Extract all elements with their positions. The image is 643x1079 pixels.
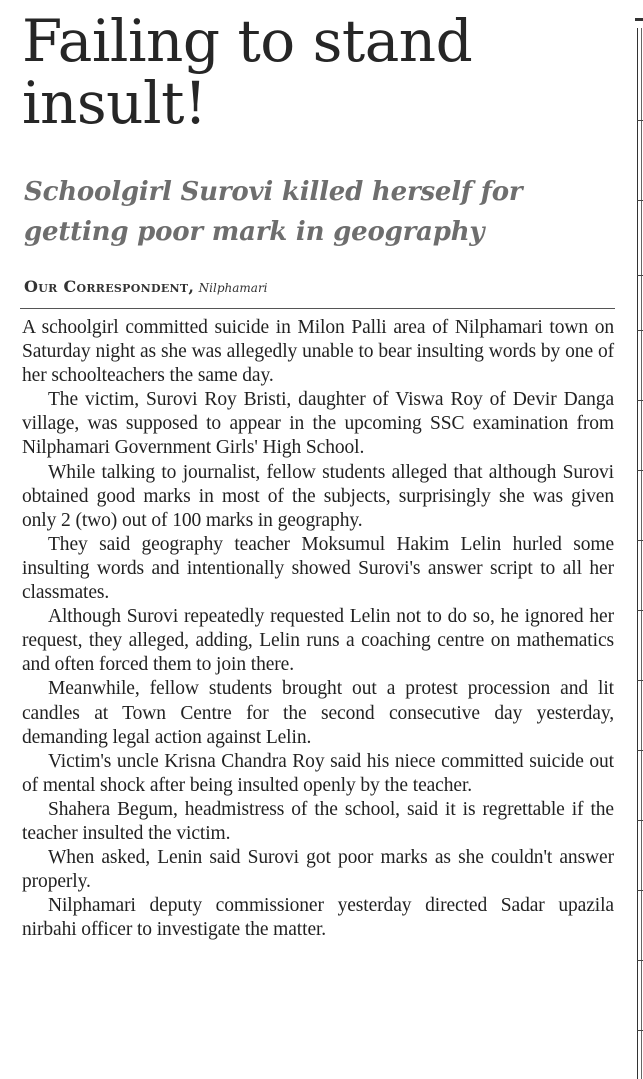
column-tick bbox=[637, 470, 643, 471]
column-tick bbox=[637, 1030, 643, 1031]
column-tick bbox=[637, 610, 643, 611]
column-border-line bbox=[637, 28, 638, 1079]
article-body bbox=[22, 316, 614, 942]
byline bbox=[24, 277, 614, 298]
column-tick bbox=[637, 890, 643, 891]
adjacent-column-edge bbox=[626, 0, 643, 1079]
paragraph: The victim, Surovi Roy Bristi, daughter of Viswa Roy of Devir Danga village, was supposed to appear in the upcoming SSC examination from Nilphamari Government Girls' High School. bbox=[22, 389, 614, 459]
column-top-bar bbox=[635, 18, 643, 21]
subheadline: Schoolgirl Surovi killed herself for getting poor mark in geography bbox=[24, 177, 523, 247]
headline: Failing to stand insult! bbox=[22, 7, 473, 137]
byline-correspondent: Our Correspondent, bbox=[24, 277, 195, 296]
paragraph: Shahera Begum, headmistress of the school, said it is regrettable if the teacher insulted the victim. bbox=[22, 798, 614, 844]
byline-divider bbox=[20, 308, 615, 309]
column-tick bbox=[637, 540, 643, 541]
paragraph: Victim's uncle Krisna Chandra Roy said his niece committed suicide out of mental shock after being insulted openly by the teacher. bbox=[22, 750, 614, 796]
column-tick bbox=[637, 820, 643, 821]
column-tick bbox=[637, 680, 643, 681]
column-border-line bbox=[641, 28, 642, 1079]
byline-place: Nilphamari bbox=[198, 281, 268, 295]
column-tick bbox=[637, 750, 643, 751]
column-tick bbox=[637, 275, 643, 276]
paragraph: A schoolgirl committed suicide in Milon Palli area of Nilphamari town on Saturday night as she was allegedly unable to bear insulting words by one of her schoolteachers the same day. bbox=[22, 317, 614, 387]
paragraph: Although Surovi repeatedly requested Lelin not to do so, he ignored her request, they alleged, adding, Lelin runs a coaching centre on mathematics and often forced them to join there. bbox=[22, 606, 614, 676]
paragraph: While talking to journalist, fellow students alleged that although Surovi obtained good marks in most of the subjects, surprisingly she was given only 2 (two) out of 100 marks in geography. bbox=[22, 461, 614, 531]
paragraph: They said geography teacher Moksumul Hakim Lelin hurled some insulting words and intentionally showed Surovi's answer script to all her classmates. bbox=[22, 533, 614, 604]
column-tick bbox=[637, 400, 643, 401]
column-tick bbox=[637, 330, 643, 331]
paragraph: Nilphamari deputy commissioner yesterday directed Sadar upazila nirbahi officer to investigate the matter. bbox=[22, 895, 614, 941]
column-tick bbox=[637, 960, 643, 961]
column-tick bbox=[637, 120, 643, 121]
paragraph: When asked, Lenin said Surovi got poor marks as she couldn't answer properly. bbox=[22, 847, 614, 893]
paragraph: Meanwhile, fellow students brought out a protest procession and lit candles at Town Centre for the second consecutive day yesterday, demanding legal action against Lelin. bbox=[22, 678, 614, 748]
column-tick bbox=[637, 200, 643, 201]
